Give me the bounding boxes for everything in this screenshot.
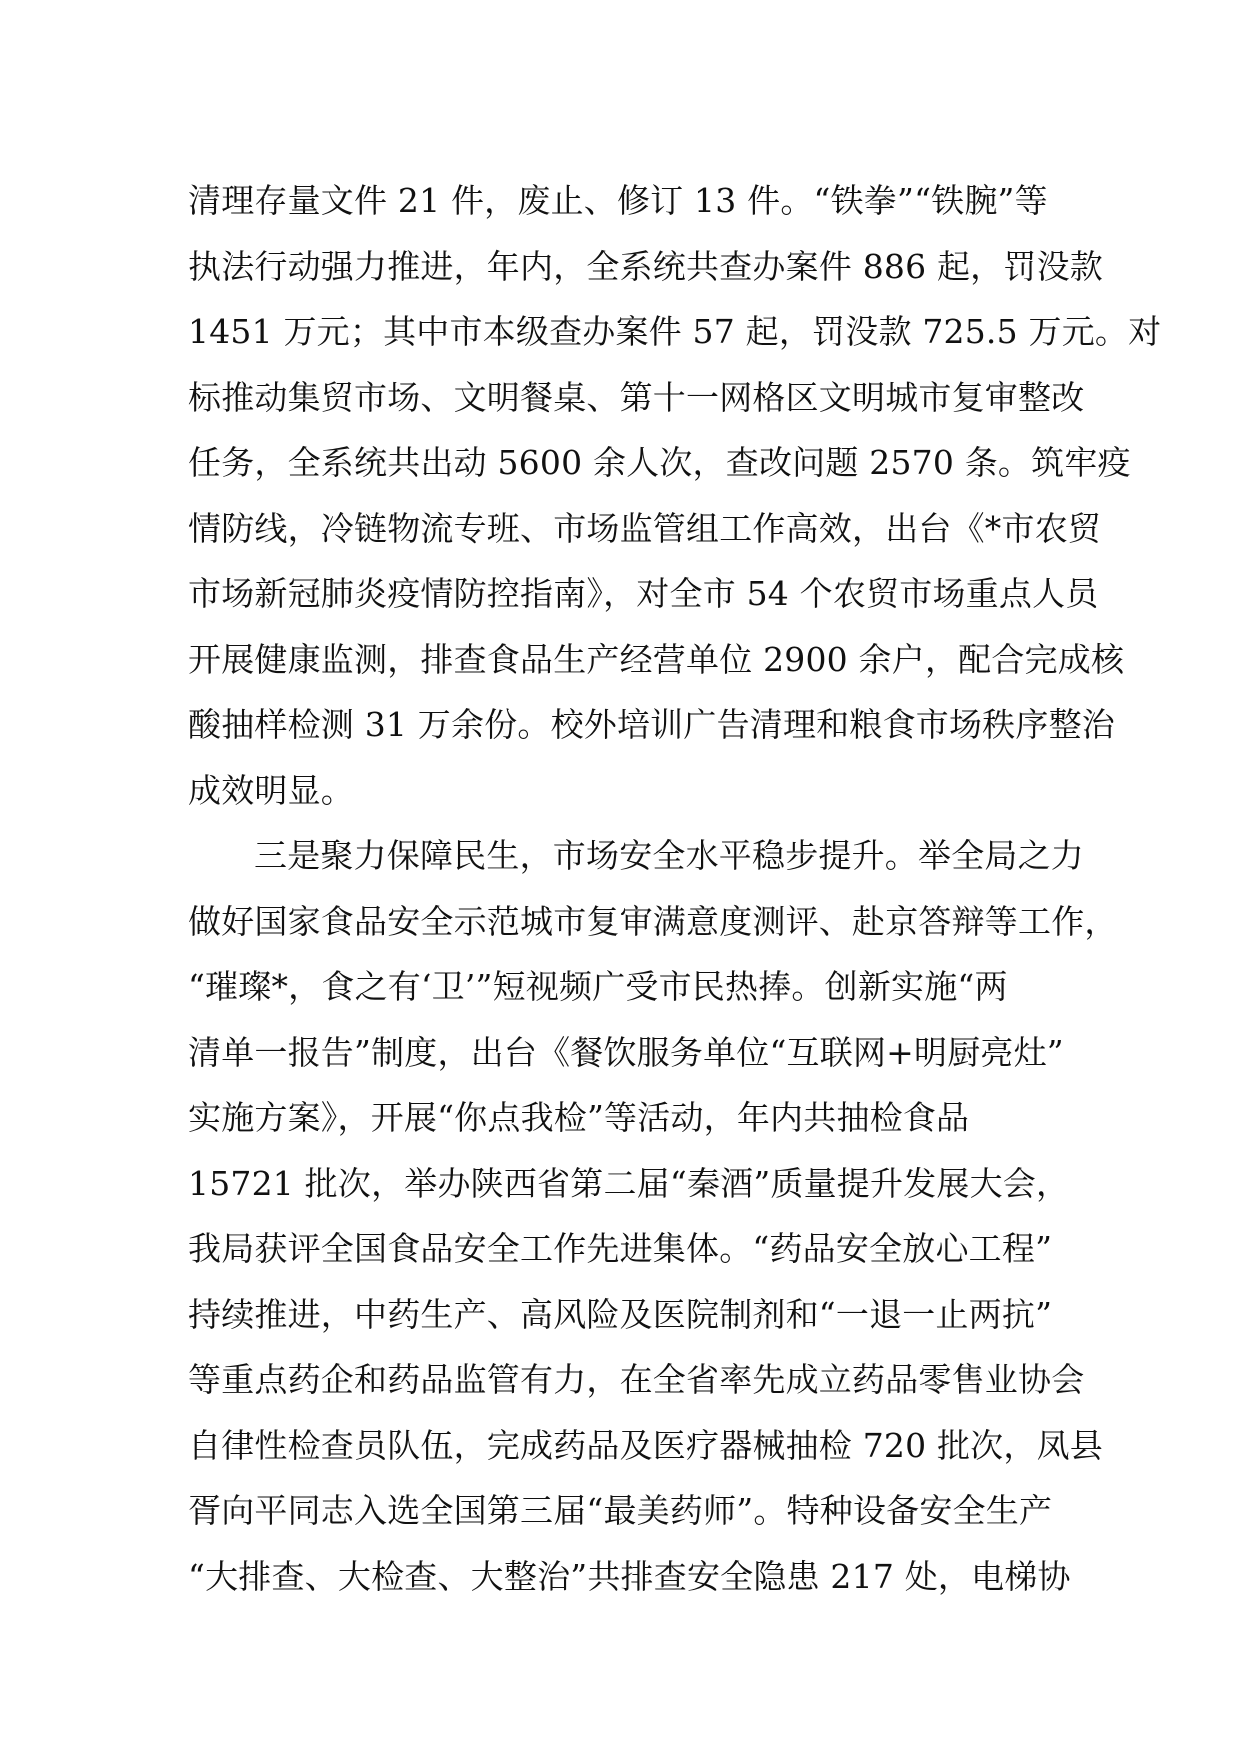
- paragraph-2: [188, 823, 1118, 1609]
- text-line: “璀璨*，食之有‘卫’”短视频广受市民热捧。创新实施“两: [188, 967, 1008, 1006]
- text-line: 等重点药企和药品监管有力，在全省率先成立药品零售业协会: [188, 1360, 1085, 1399]
- text-line: 执法行动强力推进，年内，全系统共查办案件 886 起，罚没款: [188, 246, 1103, 286]
- text-line: 开展健康监测，排查食品生产经营单位 2900 余户，配合完成核: [188, 639, 1125, 679]
- text-line: “大排查、大检查、大整治”共排查安全隐患 217 处，电梯协: [188, 1556, 1071, 1596]
- text-line-first-indent: 三是聚力保障民生，市场安全水平稳步提升。举全局之力: [254, 836, 1084, 875]
- text-line: 酸抽样检测 31 万余份。校外培训广告清理和粮食市场秩序整治: [188, 705, 1115, 744]
- text-line: 做好国家食品安全示范城市复审满意度测评、赴京答辩等工作，: [188, 901, 1118, 941]
- text-line: 标推动集贸市场、文明餐桌、第十一网格区文明城市复审整改: [188, 377, 1085, 417]
- text-line: 清单一报告”制度，出台《餐饮服务单位“互联网+明厨亮灶”: [188, 1032, 1064, 1072]
- text-line: 自律性检查员队伍，完成药品及医疗器械抽检 720 批次，凤县: [188, 1425, 1103, 1465]
- text-line: 实施方案》，开展“你点我检”等活动，年内共抽检食品: [188, 1098, 970, 1137]
- text-line: 1451 万元；其中市本级查办案件 57 起，罚没款 725.5 万元。对: [188, 312, 1162, 351]
- text-line: 成效明显。: [188, 770, 354, 810]
- text-line: 清理存量文件 21 件，废止、修订 13 件。“铁拳”“铁腕”等: [188, 181, 1048, 220]
- text-line: 胥向平同志入选全国第三届“最美药师”。特种设备安全生产: [188, 1491, 1053, 1530]
- text-line: 15721 批次，举办陕西省第二届“秦酒”质量提升发展大会，: [188, 1163, 1070, 1203]
- text-line: 市场新冠肺炎疫情防控指南》，对全市 54 个农贸市场重点人员: [188, 574, 1099, 613]
- text-line: 任务，全系统共出动 5600 余人次，查改问题 2570 条。筑牢疫: [188, 443, 1131, 482]
- text-line: 持续推进，中药生产、高风险及医院制剂和“一退一止两抗”: [188, 1294, 1053, 1334]
- paragraph-1: [188, 168, 1162, 823]
- text-line: 情防线，冷链物流专班、市场监管组工作高效，出台《*市农贸: [188, 508, 1102, 548]
- body-text: [188, 168, 1162, 1609]
- text-line: 我局获评全国食品安全工作先进集体。“药品安全放心工程”: [188, 1229, 1053, 1268]
